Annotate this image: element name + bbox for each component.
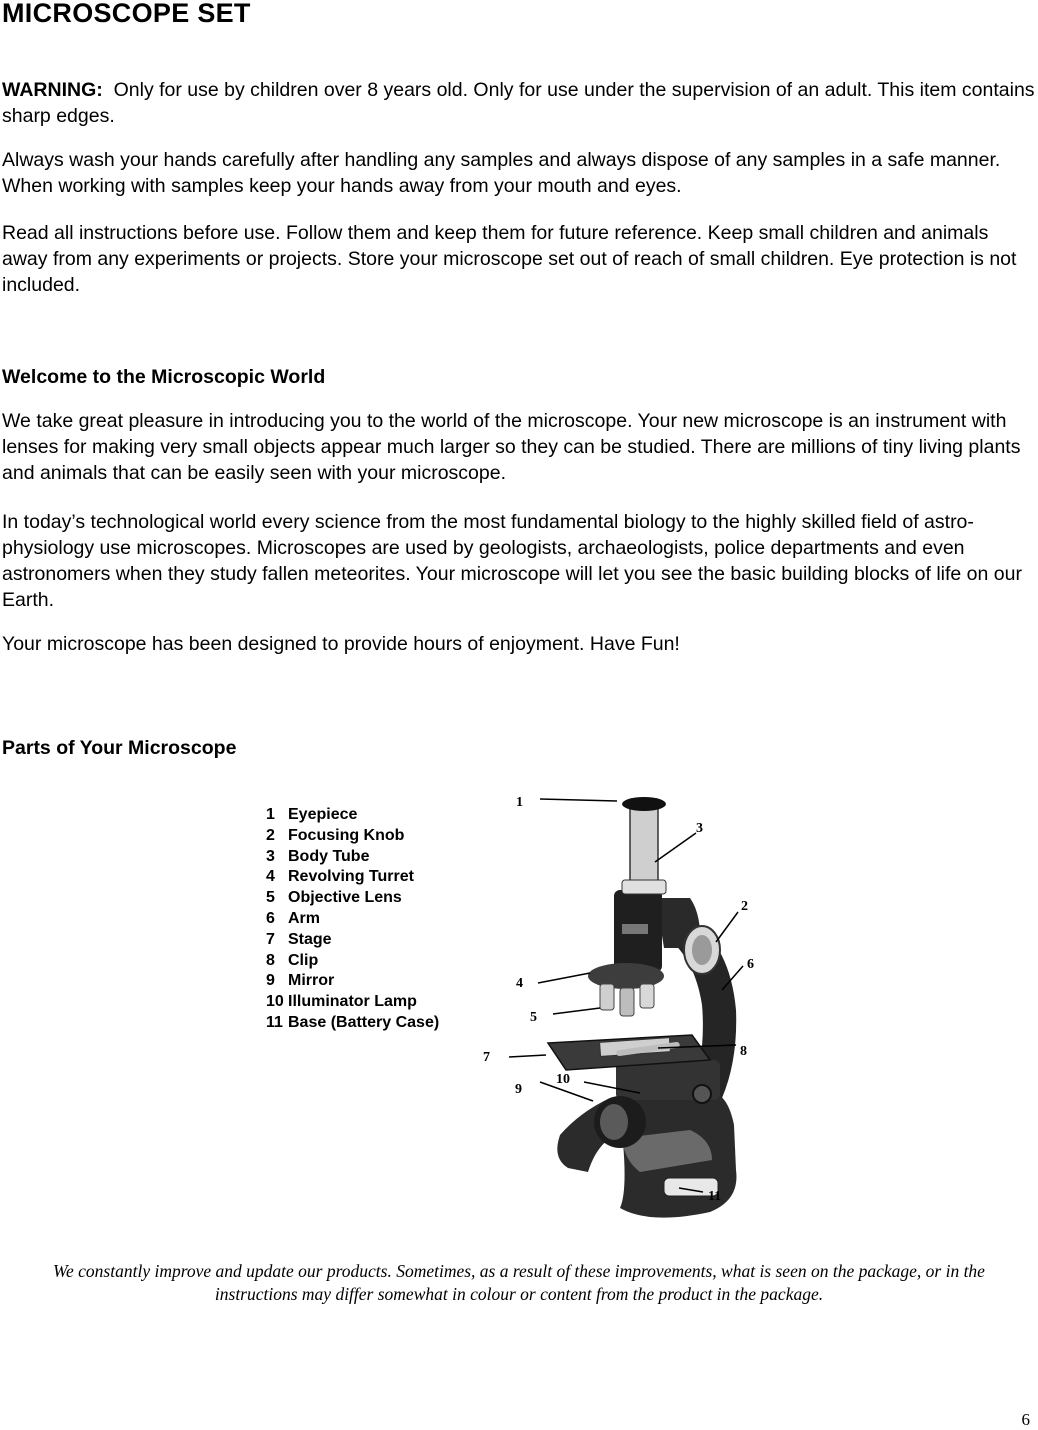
lamp-knob — [693, 1085, 711, 1103]
leader-line — [553, 1008, 600, 1014]
callout-2: 2 — [741, 899, 748, 914]
part-number: 8 — [266, 951, 275, 969]
welcome-paragraph: Your microscope has been designed to provide hours of enjoyment. Have Fun! — [2, 633, 680, 655]
part-number: 10 — [266, 993, 284, 1011]
part-number: 1 — [266, 806, 275, 823]
parts-list-item — [266, 888, 439, 909]
warning-label: WARNING: — [2, 79, 103, 101]
focusing-knob-inner — [692, 935, 712, 965]
part-label: Focusing Knob — [288, 826, 405, 844]
body-tube-ring — [622, 880, 666, 894]
part-label: Objective Lens — [288, 889, 402, 907]
callout-4: 4 — [516, 976, 523, 991]
leader-line — [655, 833, 696, 862]
document-title: MICROSCOPE SET — [2, 0, 251, 28]
part-number: 7 — [266, 930, 275, 948]
parts-heading: Parts of Your Microscope — [2, 737, 237, 759]
part-label: Mirror — [288, 972, 335, 990]
part-label: Arm — [288, 909, 321, 927]
parts-list-item — [266, 992, 439, 1013]
callout-11: 11 — [708, 1189, 722, 1204]
callout-5: 5 — [530, 1010, 537, 1025]
parts-list-item — [266, 805, 439, 826]
part-number: 2 — [266, 826, 275, 844]
parts-list — [266, 805, 439, 1034]
part-label: Illuminator Lamp — [288, 993, 417, 1011]
parts-list-item — [266, 847, 439, 868]
welcome-heading: Welcome to the Microscopic World — [2, 366, 326, 388]
part-label: Revolving Turret — [288, 868, 414, 886]
part-label: Eyepiece — [288, 806, 358, 823]
parts-list-item — [266, 909, 439, 930]
callout-1: 1 — [516, 795, 523, 810]
leader-line — [538, 973, 590, 983]
parts-list-item — [266, 867, 439, 888]
callout-6: 6 — [747, 957, 754, 972]
callout-10: 10 — [556, 1072, 570, 1087]
callout-3: 3 — [696, 821, 703, 836]
page-number: 6 — [1021, 1410, 1030, 1429]
microscope-diagram — [470, 780, 770, 1230]
callout-8: 8 — [740, 1044, 747, 1059]
part-label: Base (Battery Case) — [288, 1013, 440, 1031]
parts-list-item — [266, 826, 439, 847]
objective-lens — [600, 984, 614, 1010]
welcome-paragraph: In today’s technological world every science from the most fundamental biology to the highly skilled field of astro-physiology use microscopes. Microscopes are used by geologists, archaeologists, police departments and even astronomers when they study fallen meteorites. Your microscope will let you see the basic building blocks of life on our Earth. — [2, 511, 1022, 611]
body-label — [622, 924, 648, 934]
part-number: 9 — [266, 972, 275, 990]
eyepiece — [622, 797, 666, 811]
warning-paragraph — [2, 77, 1036, 129]
callout-9: 9 — [515, 1082, 522, 1097]
leader-line — [540, 799, 617, 801]
parts-list-item — [266, 1013, 439, 1034]
part-number: 11 — [266, 1013, 283, 1031]
welcome-paragraph: We take great pleasure in introducing you to the world of the microscope. Your new microscope is an instrument with lenses for making very small objects appear much larger so they can be studied. There are millions of tiny living plants and animals that can be easily seen with your microscope. — [2, 410, 1021, 484]
leader-line — [716, 912, 738, 942]
part-number: 5 — [266, 889, 275, 907]
part-label: Stage — [288, 930, 332, 948]
part-number: 3 — [266, 847, 275, 865]
parts-list-item — [266, 971, 439, 992]
part-number: 4 — [266, 868, 275, 886]
callout-7: 7 — [483, 1050, 490, 1065]
objective-lens — [620, 988, 634, 1016]
instructions-paragraph: Read all instructions before use. Follow them and keep them for future reference. Keep small children and animals away from any experiments or projects. Store your microscope set out of reach of small children. Eye protection is not included. — [2, 222, 1017, 296]
part-label: Body Tube — [288, 847, 370, 865]
hygiene-paragraph: Always wash your hands carefully after handling any samples and always dispose of any samples in a safe manner. When working with samples keep your hands away from your mouth and eyes. — [2, 149, 1001, 197]
objective-lens — [640, 984, 654, 1008]
mirror — [600, 1104, 628, 1140]
footer-disclaimer: We constantly improve and update our products. Sometimes, as a result of these improvements, what is seen on the package, or in the instructions may differ somewhat in colour or content from the product in the package. — [53, 1261, 985, 1304]
warning-text: Only for use by children over 8 years old. Only for use under the supervision of an adult. This item contains sharp edges. — [2, 79, 1035, 127]
part-number: 6 — [266, 909, 275, 927]
parts-list-item — [266, 951, 439, 972]
leader-line — [509, 1055, 546, 1057]
body-tube — [630, 808, 658, 892]
parts-list-item — [266, 930, 439, 951]
part-label: Clip — [288, 951, 319, 969]
